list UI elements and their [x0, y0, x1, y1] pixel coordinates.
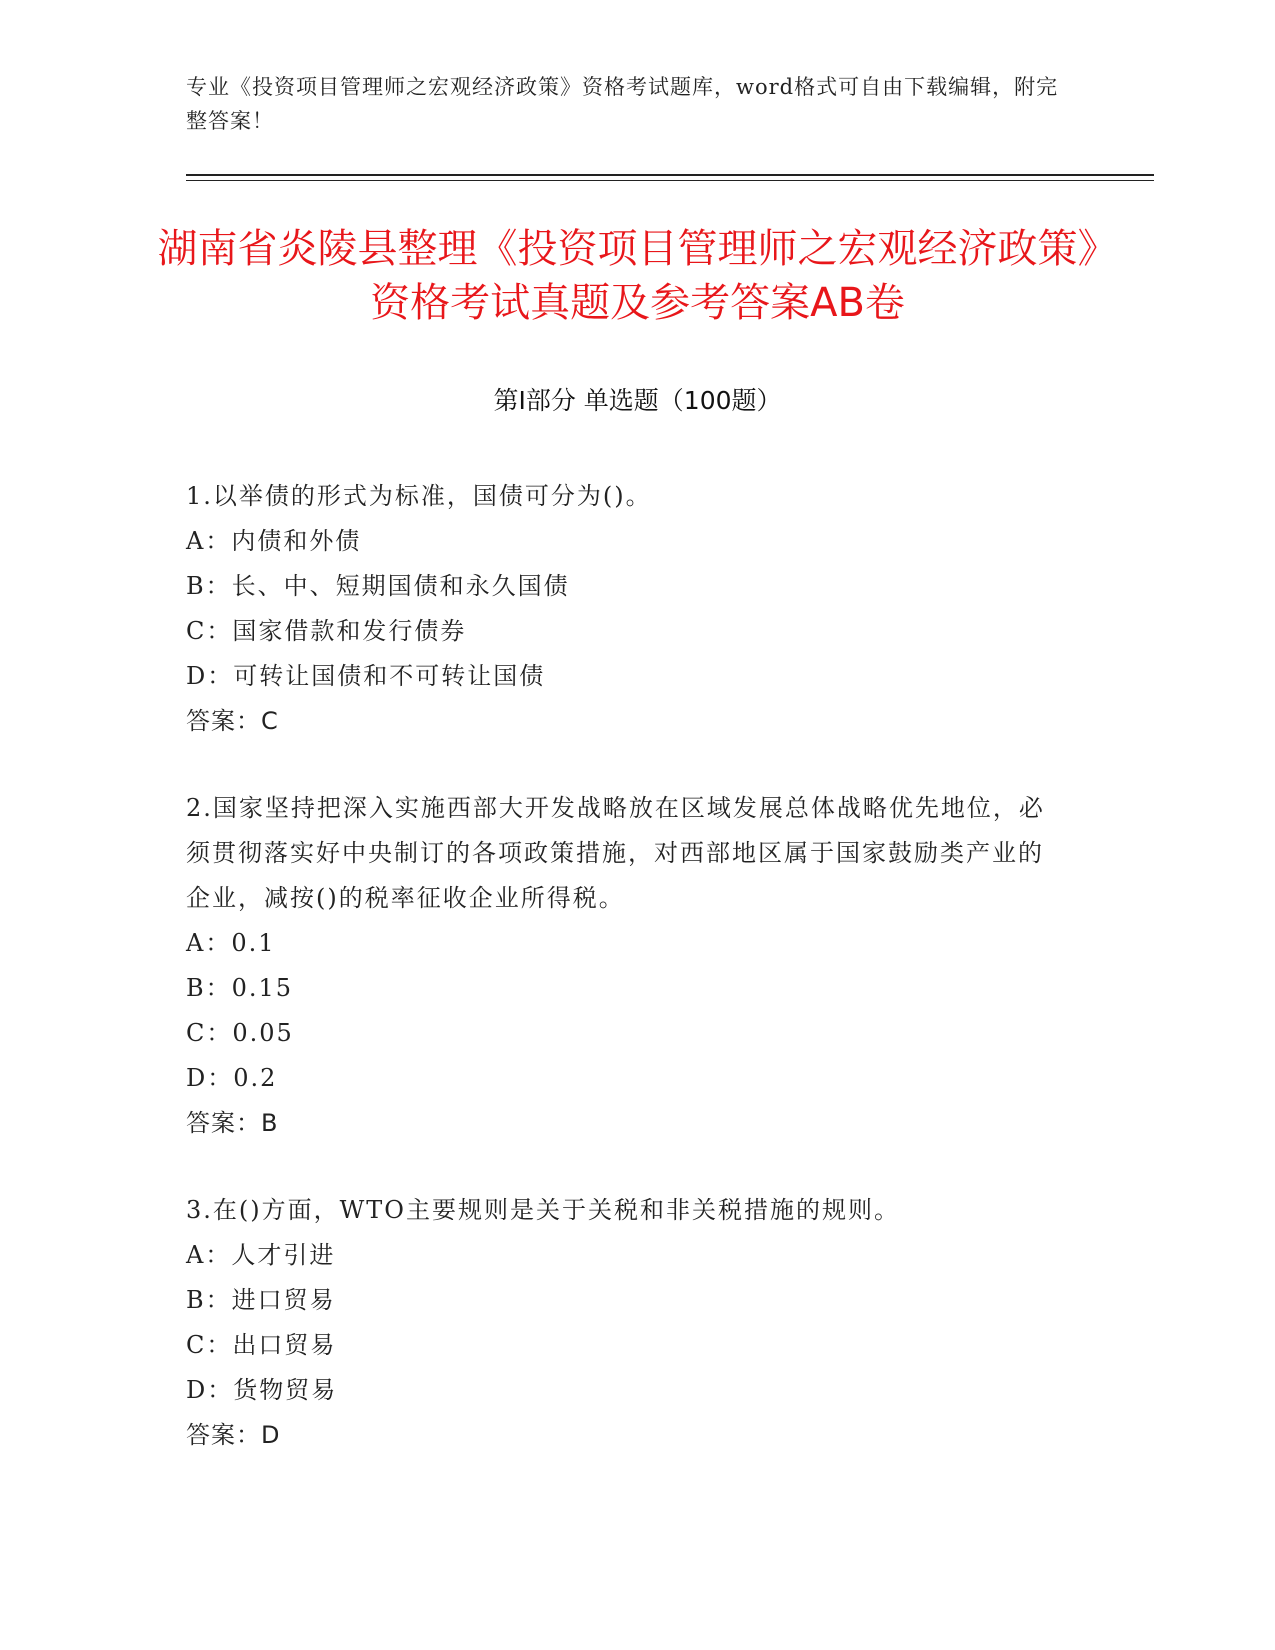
option-a: A：0.1	[186, 929, 276, 957]
answer: 答案：D	[186, 1421, 281, 1449]
option-d: D：0.2	[186, 1064, 278, 1092]
option-c: C：0.05	[186, 1019, 294, 1047]
question-stem: 2.国家坚持把深入实施西部大开发战略放在区域发展总体战略优先地位，必须贯彻落实好中央制订的各项政策措施，对西部地区属于国家鼓励类产业的企业，减按()的税率征收企业所得税。	[186, 794, 1045, 912]
option-a: A：内债和外债	[186, 527, 362, 555]
question-2	[186, 786, 1066, 1146]
option-b: B：进口贸易	[186, 1286, 336, 1314]
header-note: 专业《投资项目管理师之宏观经济政策》资格考试题库，word格式可自由下载编辑，附完整答案！	[186, 75, 1059, 133]
document-title: 湖南省炎陵县整理《投资项目管理师之宏观经济政策》资格考试真题及参考答案AB卷	[157, 226, 1118, 326]
option-d: D：货物贸易	[186, 1376, 338, 1404]
option-d: D：可转让国债和不可转让国债	[186, 662, 546, 690]
answer: 答案：C	[186, 707, 279, 735]
option-b: B：0.15	[186, 974, 294, 1002]
question-stem: 3.在()方面，WTO主要规则是关于关税和非关税措施的规则。	[186, 1196, 900, 1224]
option-c: C：出口贸易	[186, 1331, 337, 1359]
question-1	[186, 474, 1066, 744]
option-b: B：长、中、短期国债和永久国债	[186, 572, 570, 600]
question-stem: 1.以举债的形式为标准，国债可分为()。	[186, 482, 652, 510]
section-heading: 第I部分 单选题（100题）	[493, 386, 782, 415]
option-c: C：国家借款和发行债券	[186, 617, 467, 645]
header-divider-thin	[186, 180, 1154, 181]
answer: 答案：B	[186, 1109, 279, 1137]
header-divider-thick	[186, 174, 1154, 176]
question-3	[186, 1188, 1066, 1458]
option-a: A：人才引进	[186, 1241, 336, 1269]
